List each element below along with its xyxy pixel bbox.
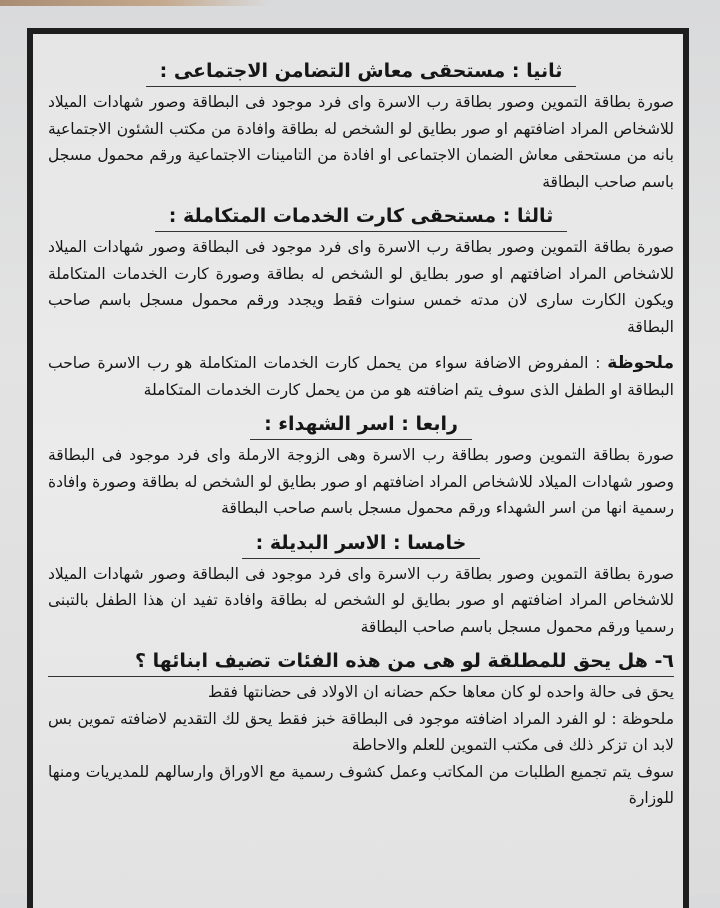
question-heading-divorced-mother: ٦- هل يحق للمطلقة لو هى من هذه الفئات تضيف ابنائها ؟ bbox=[48, 648, 674, 677]
note-label: ملحوظة bbox=[607, 353, 674, 373]
note-paragraph bbox=[48, 350, 674, 403]
answer-line-2: ملحوظة : لو الفرد المراد اضافته موجود فى البطاقة خبز فقط يحق لك التقديم لاضافته تموين بس لابد ان تزكر ذلك فى مكتب التموين للعلم والاحاطة bbox=[48, 709, 674, 754]
photo-background-edge bbox=[0, 0, 270, 6]
answer-line-1: يحق فى حالة واحده لو كان معاها حكم حضانه ان الاولاد فى حضانتها فقط bbox=[208, 683, 674, 701]
section-body-martyrs-families: صورة بطاقة التموين وصور بطاقة رب الاسرة وهى الزوجة الارملة واى فرد موجود فى البطاقة وصور شهادات الميلاد للاشخاص المراد اضافتهم او صور بطايق لو الشخص له بطاقة وصورة وافادة رسمية انها من اسر الشهداء ورقم محمول مسجل باسم صاحب البطاقة bbox=[48, 446, 674, 517]
section-heading-integrated-services-card: ثالثا : مستحقى كارت الخدمات المتكاملة : bbox=[48, 203, 674, 232]
section-heading-social-solidarity: ثانيا : مستحقى معاش التضامن الاجتماعى : bbox=[48, 58, 674, 87]
section-heading-martyrs-families: رابعا : اسر الشهداء : bbox=[48, 411, 674, 440]
section-body-foster-families: صورة بطاقة التموين وصور بطاقة رب الاسرة واى فرد موجود فى البطاقة وصور شهادات الميلاد للاشخاص المراد اضافتهم او صور بطايق لو الشخص له بطاقة وافادة تفيد ان هذا الطفل بالتبنى رسميا ورقم محمول مسجل باسم صاحب البطاقة bbox=[48, 564, 674, 636]
document-content bbox=[48, 50, 674, 812]
section-body-integrated-services-card: صورة بطاقة التموين وصور بطاقة رب الاسرة واى فرد موجود فى البطاقة وصور شهادات الميلاد للاشخاص المراد اضافتهم او صور بطايق لو الشخص له بطاقة وصورة كارت الخدمات المتكاملة ويكون الكارت سارى لان مدته خمس سنوات فقط ويجدد ورقم محمول مسجل باسم صاحب البطاقة bbox=[48, 238, 674, 336]
answer-line-3: سوف يتم تجميع الطلبات من المكاتب وعمل كشوف رسمية مع الاوراق وارسالهم للمديريات ومنها للوزارة bbox=[48, 762, 674, 807]
section-body-social-solidarity: صورة بطاقة التموين وصور بطاقة رب الاسرة واى فرد موجود فى البطاقة وصور شهادات الميلاد للاشخاص المراد اضافتهم او صور بطايق لو الشخص له بطاقة وافادة من مكتب الشئون الاجتماعية بانه من مستحقى معاش الضمان الاجتماعى او افادة من التامينات الاجتماعية ورقم محمول مسجل باسم صاحب البطاقة bbox=[48, 93, 674, 191]
note-body: : المفروض الاضافة سواء من يحمل كارت الخدمات المتكاملة هو رب الاسرة صاحب البطاقة او الطفل الذى سوف يتم اضافته هو من من يحمل كارت الخدمات المتكاملة bbox=[48, 354, 674, 399]
section-heading-foster-families: خامسا : الاسر البديلة : bbox=[48, 530, 674, 559]
